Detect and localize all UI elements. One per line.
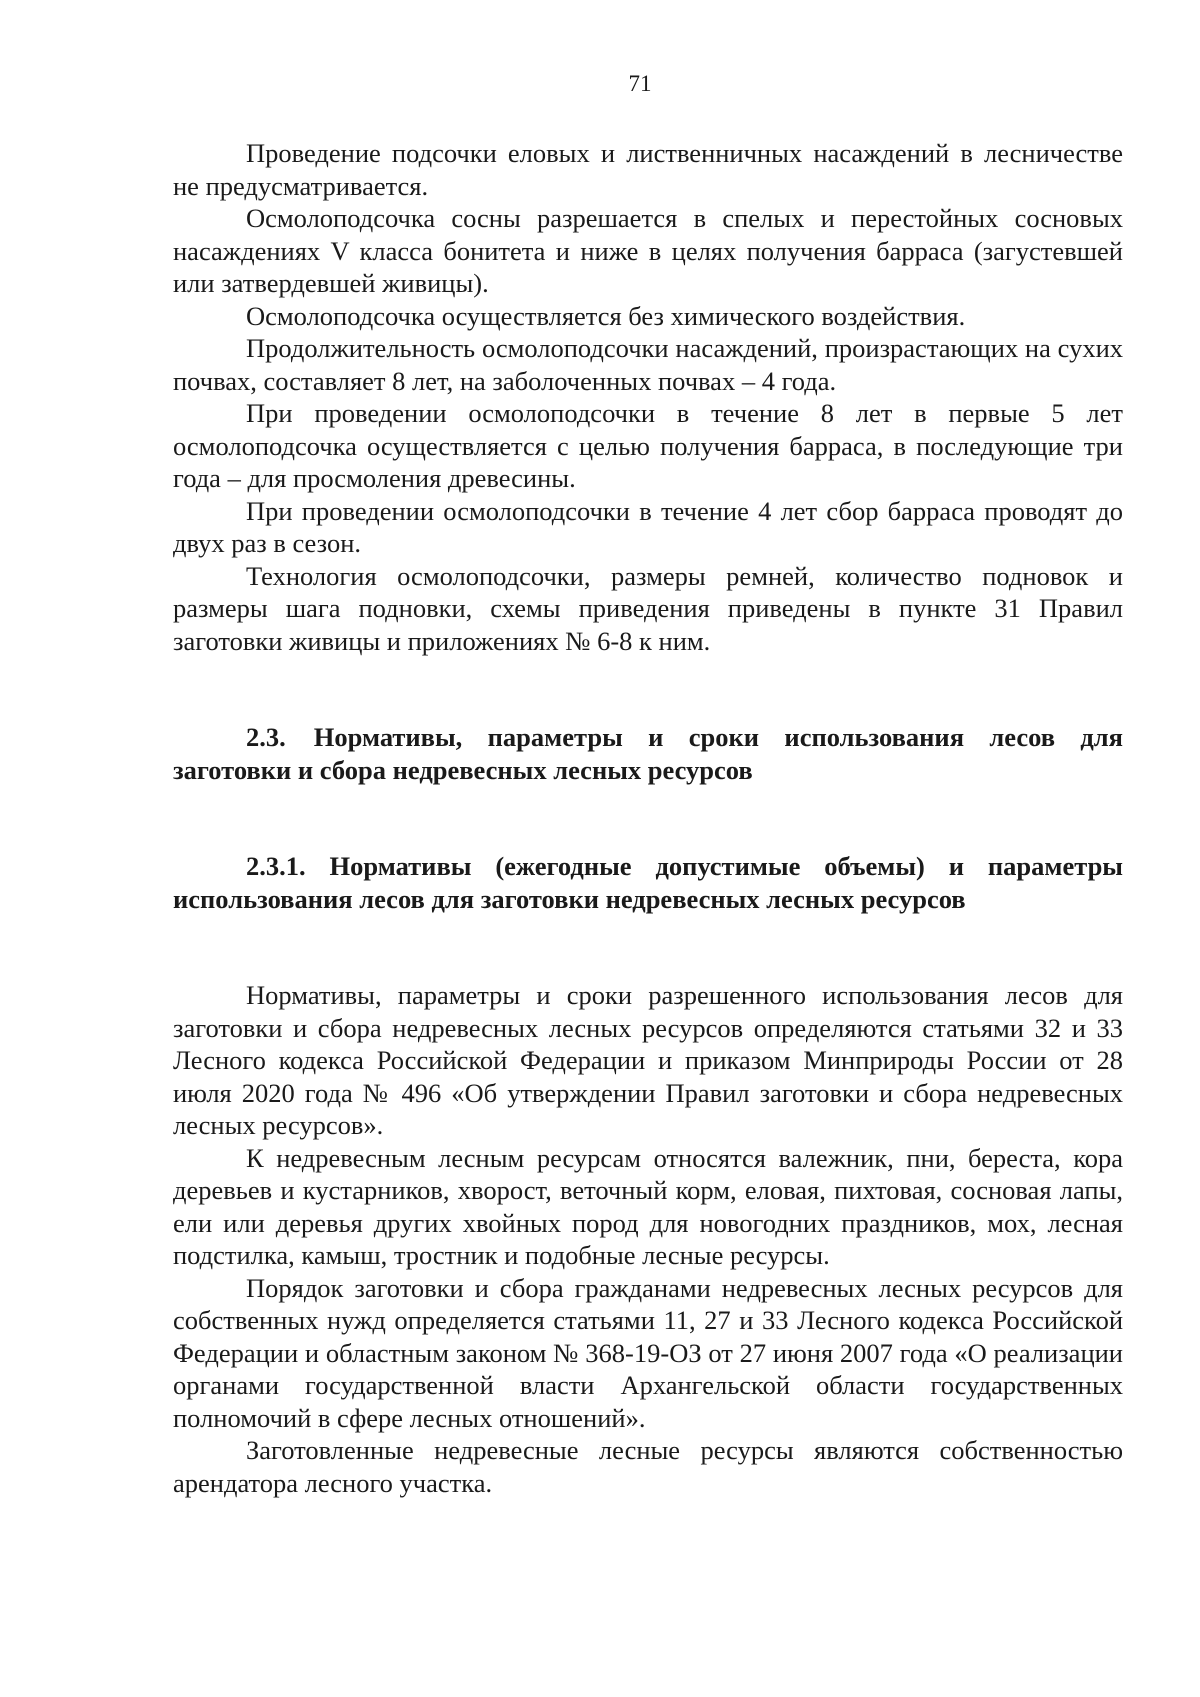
paragraph: Заготовленные недревесные лесные ресурсы являются собственностью арендатора лесного участка.	[173, 1435, 1123, 1498]
section-number: 2.3.1.	[246, 851, 306, 881]
spacer	[173, 915, 1123, 979]
paragraph: Продолжительность осмолоподсочки насаждений, произрастающих на сухих почвах, составляет 8 лет, на заболоченных почвах – 4 года.	[173, 333, 1123, 396]
paragraph: Технология осмолоподсочки, размеры ремней, количество подновок и размеры шага подновки, схемы приведения приведены в пункте 31 Правил заготовки живицы и приложениях № 6-8 к ним.	[173, 560, 1123, 656]
section-heading-2-3	[173, 721, 1123, 786]
section-title: Нормативы (ежегодные допустимые объемы) и параметры использования лесов для заготовки недревесных лесных ресурсов	[173, 851, 1124, 914]
section-heading-2-3-1	[173, 850, 1123, 915]
spacer	[173, 657, 1123, 721]
paragraph: К недревесным лесным ресурсам относятся валежник, пни, береста, кора деревьев и кустарников, хворост, веточный корм, еловая, пихтовая, сосновая лапы, ели или деревья других хвойных пород для новогодних праздников, мох, лесная подстилка, камыш, тростник и подобные лесные ресурсы.	[173, 1142, 1123, 1270]
paragraph: Проведение подсочки еловых и лиственничных насаждений в лесничестве не предусматривается.	[173, 138, 1123, 201]
paragraph: Осмолоподсочка сосны разрешается в спелых и перестойных сосновых насаждениях V класса бонитета и ниже в целях получения барраса (загустевшей или затвердевшей живицы).	[173, 203, 1123, 298]
section-title: Нормативы, параметры и сроки использования лесов для заготовки и сбора недревесных лесных ресурсов	[173, 722, 1123, 785]
paragraph: При проведении осмолоподсочки в течение 4 лет сбор барраса проводят до двух раз в сезон.	[173, 495, 1123, 558]
paragraph: Осмолоподсочка осуществляется без химического воздействия.	[246, 300, 966, 331]
page-content	[173, 137, 1123, 1499]
page-number: 71	[628, 71, 652, 96]
spacer	[173, 786, 1123, 850]
paragraph: Нормативы, параметры и сроки разрешенного использования лесов для заготовки и сбора недревесных лесных ресурсов определяются статьями 32 и 33 Лесного кодекса Российской Федерации и приказом Минприроды России от 28 июля 2020 года № 496 «Об утверждении Правил заготовки и сбора недревесных лесных ресурсов».	[173, 980, 1123, 1140]
paragraph: Порядок заготовки и сбора гражданами недревесных лесных ресурсов для собственных нужд определяется статьями 11, 27 и 33 Лесного кодекса Российской Федерации и областным законом № 368-19-ОЗ от 27 июня 2007 года «О реализации органами государственной власти Архангельской области государственных полномочий в сфере лесных отношений».	[173, 1272, 1123, 1433]
paragraph: При проведении осмолоподсочки в течение 8 лет в первые 5 лет осмолоподсочка осуществляется с целью получения барраса, в последующие три года – для просмоления древесины.	[173, 398, 1123, 493]
section-number: 2.3.	[246, 722, 286, 752]
